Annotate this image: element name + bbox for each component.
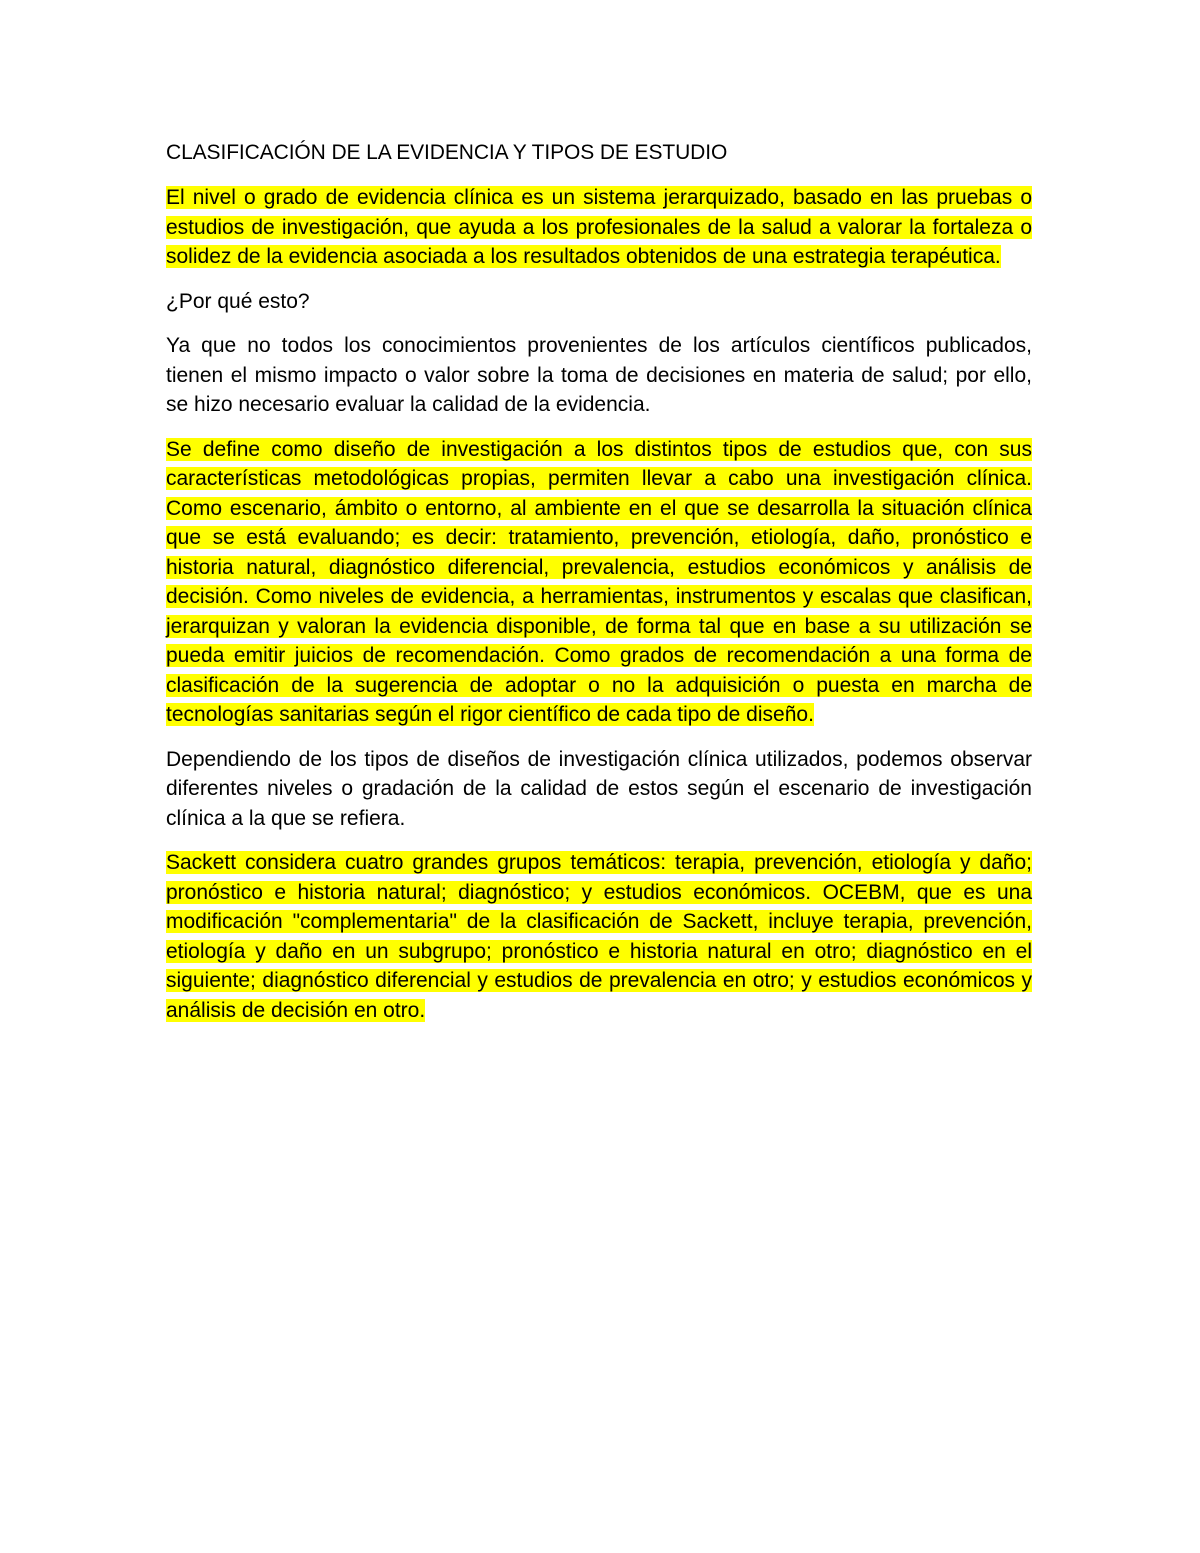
paragraph-question: ¿Por qué esto? (166, 289, 310, 313)
paragraph-research-design (166, 435, 1032, 730)
highlighted-text: Se define como diseño de investigación a los distintos tipos de estudios que, con sus características metodológicas propias, permiten llevar a cabo una investigación clínica. Como escenario, ámbito o entorno, al ambiente en el que se desarrolla la situación clínica que se está evaluando; es decir: tratamiento, prevención, etiología, daño, pronóstico e historia natural, diagnóstico diferencial, prevalencia, estudios económicos y análisis de decisión. Como niveles de evidencia, a herramientas, instrumentos y escalas que clasifican, jerarquizan y valoran la evidencia disponible, de forma tal que en base a su utilización se pueda emitir juicios de recomendación. Como grados de recomendación a una forma de clasificación de la sugerencia de adoptar o no la adquisición o puesta en marcha de tecnologías sanitarias según el rigor científico de cada tipo de diseño. (166, 437, 1032, 726)
paragraph-reason: Ya que no todos los conocimientos provenientes de los artículos científicos publicados, tienen el mismo impacto o valor sobre la toma de decisiones en materia de salud; por ello, se hizo necesario evaluar la calidad de la evidencia. (166, 334, 1032, 416)
document-body (166, 138, 1032, 1040)
paragraph-design-levels: Dependiendo de los tipos de diseños de investigación clínica utilizados, podemos observar diferentes niveles o gradación de la calidad de estos según el escenario de investigación clínica a la que se refiera. (166, 747, 1032, 830)
highlighted-text: Sackett considera cuatro grandes grupos temáticos: terapia, prevención, etiología y daño; pronóstico e historia natural; diagnóstico; y estudios económicos. OCEBM, que es una modificación "complementaria" de la clasificación de Sackett, incluye terapia, prevención, etiología y daño en un subgrupo; pronóstico e historia natural en otro; diagnóstico en el siguiente; diagnóstico diferencial y estudios de prevalencia en otro; y estudios económicos y análisis de decisión en otro. (166, 851, 1032, 1022)
document-title: CLASIFICACIÓN DE LA EVIDENCIA Y TIPOS DE ESTUDIO (166, 141, 728, 164)
paragraph-evidence-definition (166, 183, 1032, 272)
highlighted-text: El nivel o grado de evidencia clínica es un sistema jerarquizado, basado en las pruebas o estudios de investigación, que ayuda a los profesionales de la salud a valorar la fortaleza o solidez de la evidencia asociada a los resultados obtenidos de una estrategia terapéutica. (166, 186, 1032, 268)
paragraph-sackett (166, 848, 1032, 1025)
